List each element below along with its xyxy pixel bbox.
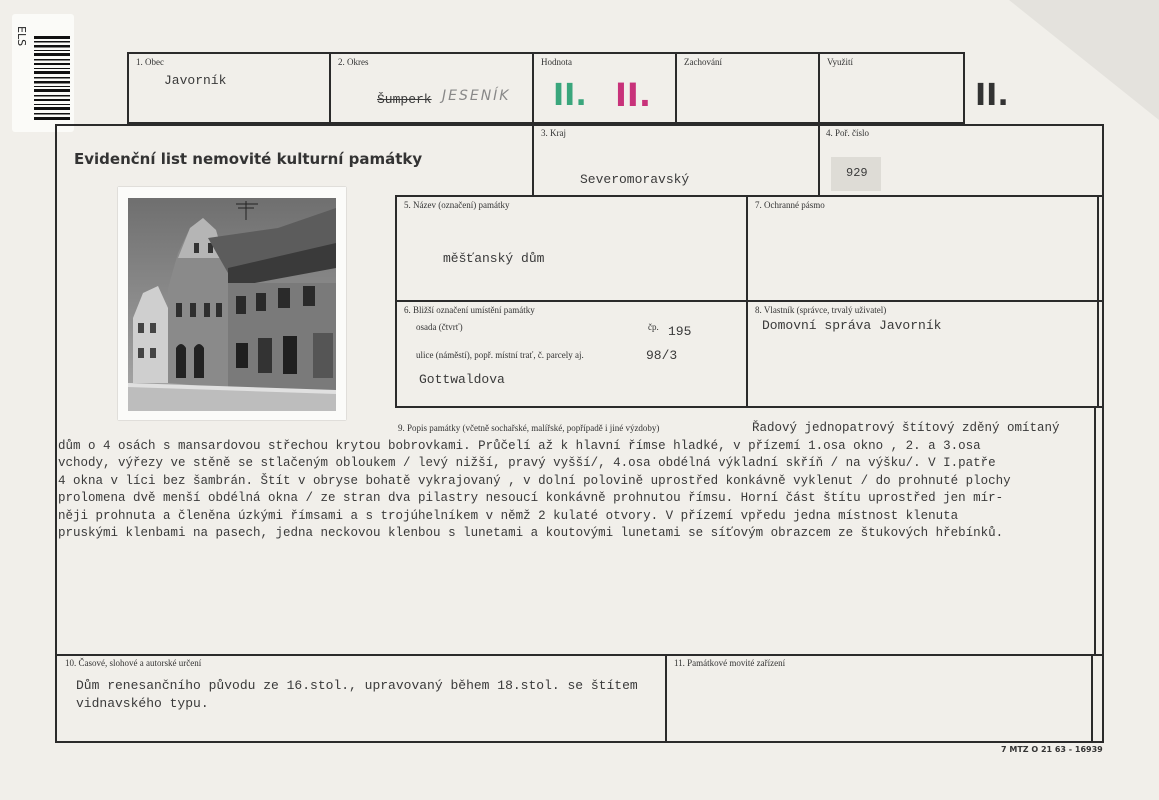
obec-label: 1. Obec [136, 57, 164, 67]
por-cislo-value: 929 [846, 166, 868, 180]
osada-label: osada (čtvrť) [416, 322, 463, 332]
zachovani-label: Zachování [684, 57, 722, 67]
nazev-value: měšťanský dům [443, 251, 545, 266]
okres-label: 2. Okres [338, 57, 369, 67]
hodnota-label: Hodnota [541, 57, 572, 67]
barcode-icon [34, 36, 70, 120]
urceni-line: vidnavského typu. [76, 696, 209, 711]
divider [395, 406, 1104, 408]
vyuziti-label: Využití [827, 57, 853, 67]
cp-value: 195 [668, 324, 692, 339]
form-title: Evidenční list nemovité kulturní památky [74, 150, 423, 168]
divider [665, 654, 667, 742]
divider [818, 124, 820, 196]
urceni-label: 10. Časové, slohové a autorské určení [65, 658, 202, 668]
popis-text [58, 420, 1116, 543]
parcela-value: 98/3 [646, 348, 678, 363]
umisteni-label: 6. Bližší označení umístění památky [404, 305, 535, 315]
popis-line: Řadový jednopatrový štítový zděný omítaný [752, 421, 1060, 435]
side-mark: II. [975, 78, 1009, 113]
por-cislo-label: 4. Poř. číslo [826, 128, 870, 138]
okres-value-handwritten: JESENÍK [442, 88, 511, 104]
vlastnik-label: 8. Vlastník (správce, trvalý uživatel) [755, 305, 887, 315]
cp-label: čp. [648, 322, 659, 332]
divider [395, 195, 1104, 197]
divider [55, 654, 1104, 656]
urceni-line: Dům renesančního původu ze 16.stol., upravovaný během 18.stol. se štítem [76, 678, 638, 693]
divider [329, 52, 331, 124]
sticker-label: ELS [15, 26, 28, 47]
popis-line: 4 okna v líci bez šambrán. Štít v obryse bohatě vykrajovaný , v dolní polovině uprostřed konkávně vyklenut / do prohnuté plochy [58, 473, 1011, 488]
nazev-label: 5. Název (označení) památky [404, 200, 510, 210]
popis-line: něji prohnuta a členěna úzkými římsami a s trojúhelníkem v němž 2 kulaté otvory. V přízemí vpředu jedna místnost klenuta [58, 508, 959, 523]
divider [532, 124, 534, 196]
divider [1097, 195, 1099, 407]
building-photo [128, 198, 336, 411]
kraj-value: Severomoravský [580, 172, 690, 187]
ulice-label: ulice (náměstí), popř. místní trať, č. parcely aj. [416, 350, 584, 360]
divider [532, 52, 534, 124]
hodnota-mark-magenta: II. [615, 76, 651, 114]
divider [818, 52, 820, 124]
movite-label: 11. Památkové movité zařízení [674, 658, 786, 668]
popis-line: prolomena dvě menší obdélná okna / ze stran dva pilastry nesoucí konkávně prohnutou římsu. Horní část štítu uprostřed jen mír- [58, 491, 1004, 505]
popis-line: dům o 4 osách s mansardovou střechou krytou bobrovkami. Průčelí až k hlavní římse hladké, v přízemí 1.osa okno , 2. a 3.osa [58, 438, 981, 453]
divider [675, 52, 677, 124]
obec-value: Javorník [164, 73, 227, 88]
popis-line: vchody, výřezy ve stěně se stlačeným obloukem / levý nižší, pravý vyšší/, 4.osa obdélná výkladní skříň / na výšku/. V I.patře [58, 456, 996, 470]
ulice-value: Gottwaldova [419, 372, 505, 387]
footer-code: 7 MTZ O 21 63 - 16939 [1001, 745, 1103, 754]
torn-corner [1009, 0, 1159, 120]
divider [1091, 654, 1093, 742]
divider [395, 300, 1104, 302]
barcode-sticker [12, 14, 74, 132]
popis-label: 9. Popis památky (včetně sochařské, malířské, popřípadě i jiné výzdoby) [398, 423, 660, 433]
okres-value-struck: Šumperk [377, 92, 432, 107]
ochranne-pasmo-label: 7. Ochranné pásmo [755, 200, 825, 210]
popis-line: pruskými klenbami na pasech, jedna neckovou klenbou s lunetami a koutovými lunetami se síťovým obrazcem ze štukových hřebínků. [58, 526, 1004, 540]
hodnota-mark-green: II. [553, 78, 587, 113]
kraj-label: 3. Kraj [541, 128, 566, 138]
vlastnik-value: Domovní správa Javorník [762, 318, 942, 333]
